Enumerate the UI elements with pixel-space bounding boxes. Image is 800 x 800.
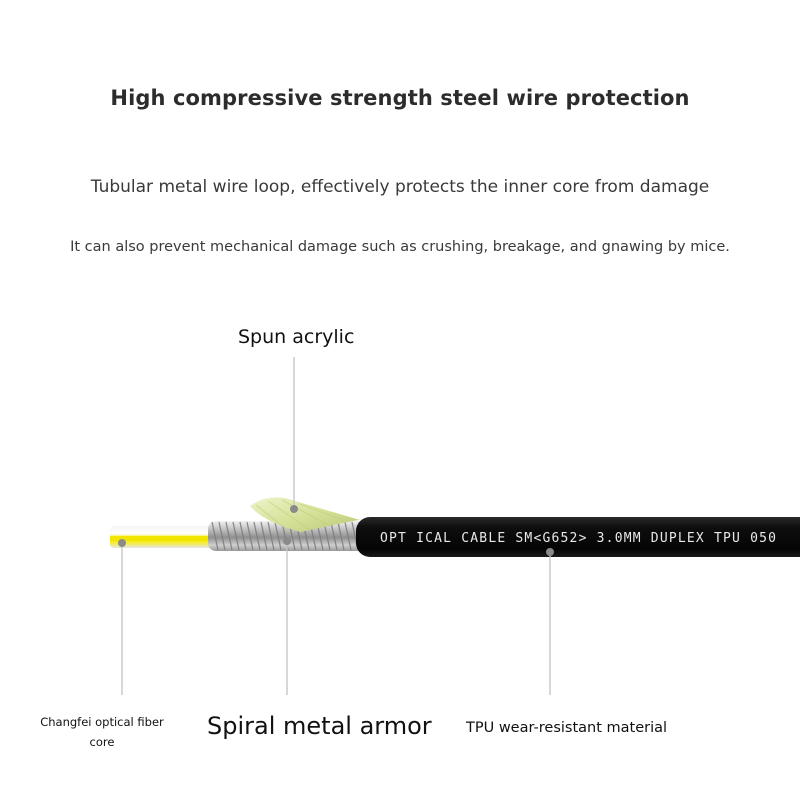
label-fiber-core: Changfei optical fiber core xyxy=(40,715,164,749)
core-dot xyxy=(118,539,126,547)
fiber-core xyxy=(110,526,216,548)
subtitle: Tubular metal wire loop, effectively protects the inner core from damage xyxy=(90,177,710,197)
label-tpu: TPU wear-resistant material xyxy=(466,720,668,736)
armor-dot xyxy=(283,537,291,545)
acrylic-dot xyxy=(290,505,298,513)
description-note: It can also prevent mechanical damage such as crushing, breakage, and gnawing by mice. xyxy=(70,239,730,255)
label-metal-armor: Spiral metal armor xyxy=(207,712,432,740)
tpu-dot xyxy=(546,548,554,556)
label-spun-acrylic: Spun acrylic xyxy=(238,326,355,348)
tpu-jacket xyxy=(356,517,800,557)
page-title: High compressive strength steel wire protection xyxy=(110,86,690,110)
cable-printed-text: OPT ICAL CABLE SM<G652> 3.0MM DUPLEX TPU 050 xyxy=(380,531,778,546)
